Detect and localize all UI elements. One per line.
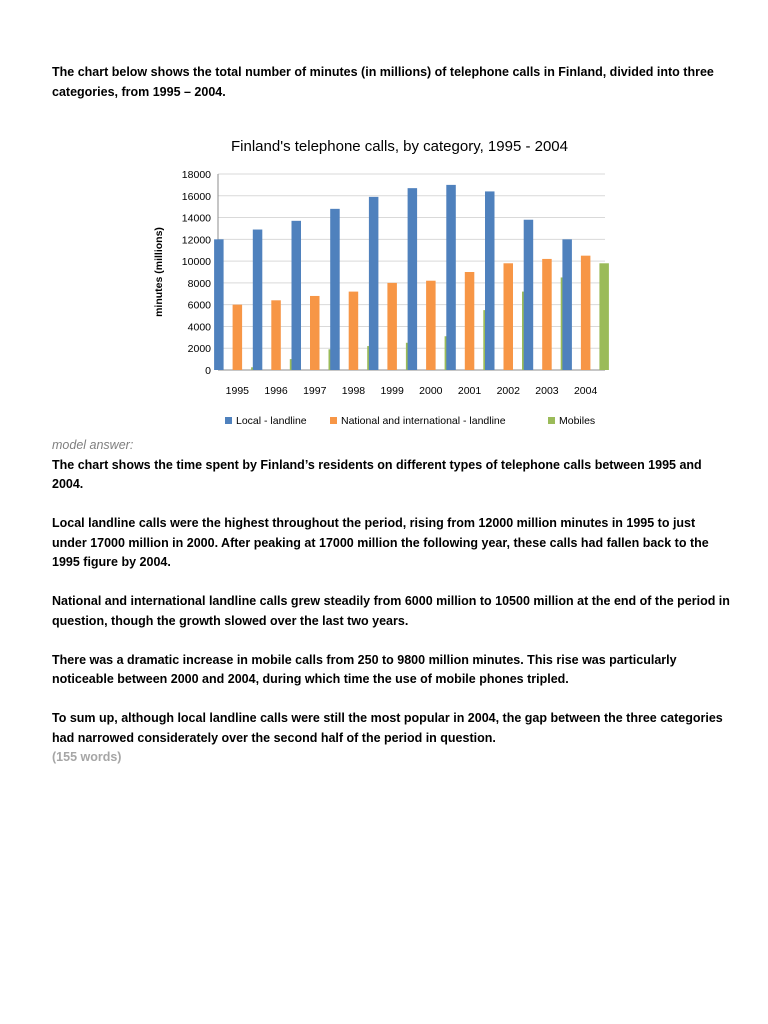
y-tick-label: 2000 — [187, 343, 211, 356]
bar-1-2002 — [485, 191, 495, 370]
bar-1-1997 — [292, 221, 302, 370]
bar-2-2004 — [581, 256, 591, 370]
legend-swatch-3 — [548, 417, 555, 424]
chart-title: Finland's telephone calls, by category, 1995 - 2004 — [231, 138, 568, 155]
legend-swatch-2 — [330, 417, 337, 424]
x-tick-label: 1999 — [380, 385, 404, 397]
legend-label-1: Local - landline — [236, 415, 307, 427]
x-tick-label: 2002 — [496, 385, 520, 397]
bar-1-2003 — [524, 220, 534, 370]
bar-2-1996 — [271, 300, 281, 370]
bar-2-2001 — [465, 272, 475, 370]
bar-2-2000 — [426, 281, 436, 370]
bar-2-1997 — [310, 296, 320, 370]
paragraph-5: To sum up, although local landline calls were still the most popular in 2004, the gap between the three categories had narrowed considerately over the second half of the period in question. — [52, 711, 723, 745]
x-tick-label: 2001 — [457, 385, 482, 397]
y-tick-label: 16000 — [181, 190, 211, 203]
y-tick-label: 12000 — [181, 234, 211, 247]
legend-swatch-1 — [225, 417, 232, 424]
model-answer-label: model answer: — [52, 438, 134, 452]
y-tick-label: 0 — [205, 365, 211, 377]
bar-2-2002 — [504, 263, 514, 370]
chart-svg — [150, 132, 620, 437]
x-tick-label: 1996 — [264, 385, 288, 397]
bar-1-1998 — [330, 209, 340, 370]
bar-2-1999 — [387, 283, 397, 370]
paragraph-4: There was a dramatic increase in mobile calls from 250 to 9800 million minutes. This rise was particularly noticeable between 2000 and 2004, during which time the use of mobile phones tripled. — [52, 652, 677, 686]
bar-1-1995 — [214, 239, 224, 370]
model-answer — [52, 436, 732, 768]
y-tick-label: 8000 — [187, 277, 211, 290]
bar-3-2004 — [599, 263, 609, 370]
legend-label-3: Mobiles — [559, 415, 596, 427]
y-axis-label: minutes (millions) — [153, 227, 165, 317]
bar-2-1998 — [349, 292, 359, 370]
bar-1-1999 — [369, 197, 379, 370]
y-tick-label: 10000 — [181, 256, 211, 269]
bar-1-2001 — [446, 185, 456, 370]
x-tick-label: 1998 — [341, 385, 366, 397]
y-tick-label: 18000 — [181, 169, 211, 181]
word-count: (155 words) — [52, 750, 122, 764]
paragraph-1: The chart shows the time spent by Finland’s residents on different types of telephone calls between 1995 and 2004. — [52, 457, 702, 491]
x-tick-label: 2004 — [573, 385, 598, 397]
x-tick-label: 2000 — [419, 385, 443, 397]
x-tick-label: 2003 — [535, 385, 559, 397]
bar-2-2003 — [542, 259, 552, 370]
bar-1-2004 — [562, 239, 572, 370]
intro-text: The chart below shows the total number of minutes (in millions) of telephone calls in Finland, divided into three categories, from 1995 – 2004. — [52, 65, 714, 99]
legend-label-2: National and international - landline — [341, 415, 506, 427]
y-tick-label: 14000 — [181, 212, 211, 225]
bar-chart — [150, 132, 620, 437]
paragraph-3: National and international landline calls grew steadily from 6000 million to 10500 million at the end of the period in question, though the growth slowed over the last two years. — [52, 594, 730, 628]
bar-1-1996 — [253, 230, 262, 370]
x-tick-label: 1997 — [303, 385, 327, 397]
y-tick-label: 6000 — [187, 299, 211, 312]
x-tick-label: 1995 — [225, 385, 250, 397]
y-tick-label: 4000 — [187, 321, 211, 334]
paragraph-2: Local landline calls were the highest throughout the period, rising from 12000 million minutes in 1995 to just under 17000 million in 2000. After peaking at 17000 million the following year, these calls had fallen back to the 1995 figure by 2004. — [52, 516, 709, 569]
bar-2-1995 — [233, 305, 243, 370]
bar-1-2000 — [408, 188, 418, 370]
